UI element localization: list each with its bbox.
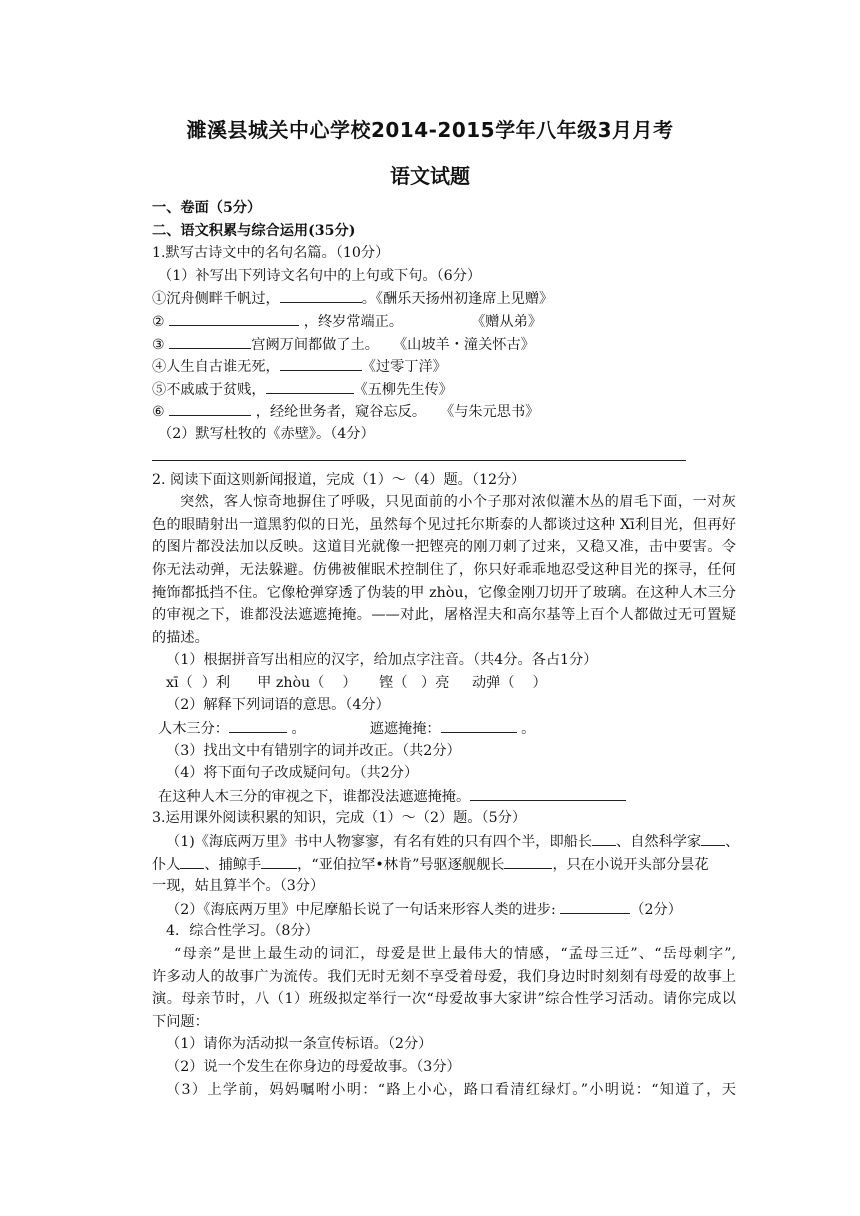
question-heading: 4．综合性学习。（8分） [166, 923, 319, 940]
passage-line: 一现，姑且算半个。（3分） [152, 878, 325, 895]
fill-line: 仆人 、捕鲸手 ，“亚伯拉罕•林肯”号驱逐舰舰长 ，只在小说开头部分昙花 [152, 853, 736, 876]
answer-blank[interactable] [470, 785, 626, 801]
answer-blank[interactable] [560, 898, 630, 914]
sub-question: （2）默写杜牧的《赤壁》。（4分） [158, 425, 375, 442]
passage-line: 演。母亲节时，八（1）班级拟定举行一次“母爱故事大家讲”综合性学习活动。请你完成以 [152, 991, 736, 1008]
answer-blank[interactable] [229, 717, 287, 733]
answer-blank[interactable] [169, 400, 251, 416]
fill-line: ② ，终岁常端正。 《赠从弟》 [152, 310, 736, 333]
answer-blank[interactable] [280, 355, 362, 371]
sub-question: （2）说一个发生在你身边的母爱故事。（3分） [166, 1058, 461, 1075]
exam-title: 濉溪县城关中心学校2014-2015学年八年级3月月考 [186, 118, 674, 142]
sub-question: （3）上学前，妈妈嘱咐小明：“路上小心，路口看清红绿灯。”小明说：“知道了，天 [166, 1081, 736, 1098]
question-heading: 1.默写古诗文中的名句名篇。（10分） [152, 245, 390, 262]
passage-line: 掩饰都抵挡不住。它像枪弹穿透了伪装的甲 zhòu，它像金刚刀切开了玻璃。在这种人木三分 [152, 584, 736, 601]
answer-blank[interactable] [169, 310, 299, 326]
answer-line[interactable] [152, 446, 686, 461]
exam-subtitle: 语文试题 [390, 164, 470, 188]
sub-question: （1）请你为活动拟一条宣传标语。（2分） [166, 1036, 433, 1053]
section-heading: 一、卷面（5分） [152, 200, 262, 216]
fill-line: ①沉舟侧畔千帆过， 。《酬乐天扬州初逢席上见赠》 [152, 287, 736, 310]
sub-question: （4）将下面句子改成疑问句。（共2分） [166, 765, 419, 782]
answer-blank[interactable] [261, 853, 297, 869]
fill-line: （1)《海底两万里》书中人物寥寥，有名有姓的只有四个半，即船长 、自然科学家 、 [152, 830, 736, 853]
sub-question: （3）找出文中有错别字的词并改正。（共2分） [166, 742, 461, 759]
sub-question: （1）补写出下列诗文名句中的上句或下句。（6分） [158, 267, 482, 284]
fill-line: （2）《海底两万里》中尼摩船长说了一句话来形容人类的进步: （2分） [152, 898, 736, 921]
fill-line: 人木三分： 。 遮遮掩掩： 。 [152, 717, 736, 740]
section-heading: 二、语文积累与综合运用(35分) [152, 222, 356, 239]
fill-line: ④人生自古谁无死， 《过零丁洋》 [152, 355, 736, 378]
passage-line: 的描述。 [152, 629, 209, 646]
question-heading: 2. 阅读下面这则新闻报道，完成（1）～（4）题。（12分） [152, 471, 526, 488]
answer-blank[interactable] [180, 853, 204, 869]
passage-line: 突然，客人惊奇地摒住了呼吸，只见面前的小个子那对浓似灌木丛的眉毛下面，一对灰 [180, 494, 736, 511]
passage-line: 的审视之下，谁都没法遮遮掩掩。——对此，屠格涅夫和高尔基等上百个人都做过无可置疑 [152, 607, 736, 624]
answer-blank[interactable] [504, 853, 552, 869]
passage-line: 许多动人的故事广为流传。我们无时无刻不享受着母爱，我们身边时时刻刻有母爱的故事上 [152, 968, 736, 985]
answer-blank[interactable] [169, 333, 251, 349]
answer-blank[interactable] [701, 830, 725, 846]
exam-body [152, 197, 740, 1101]
answer-blank[interactable] [592, 830, 616, 846]
fill-line: ③ 宫阙万间都做了土。 《山坡羊・潼关怀古》 [152, 333, 736, 356]
sub-question: （2）解释下列词语的意思。（4分） [166, 697, 390, 714]
passage-line: 的图片都没法加以反映。这道目光就像一把铿亮的刚刀刺了过来，又稳又准，击中要害。令 [152, 539, 736, 556]
fill-line: ⑤不戚戚于贫贱， 《五柳先生传》 [152, 378, 736, 401]
passage-line: 下问题： [152, 1013, 209, 1030]
passage-line: 你无法动弹，无法躲避。仿佛被催眠术控制住了，你只好乖乖地忍受这种目光的探寻，任何 [152, 561, 736, 578]
fill-line: ⑥ ，经纶世务者，窥谷忘反。 《与朱元思书》 [152, 400, 736, 423]
answer-blank[interactable] [441, 717, 517, 733]
pinyin-line: xī（ ）利 甲 zhòu（ ） 铿（ ）亮 动弹（ ） [166, 674, 547, 691]
answer-blank[interactable] [266, 378, 354, 394]
sub-question: （1）根据拼音写出相应的汉字，给加点字注音。（共4分。各占1分） [166, 652, 598, 669]
question-heading: 3.运用课外阅读积累的知识，完成（1）～（2）题。（5分） [152, 810, 527, 827]
passage-line: “母亲”是世上最生动的词汇，母爱是世上最伟大的情感，“孟母三迁”、“岳母刺字”, [174, 946, 736, 962]
answer-blank[interactable] [280, 287, 362, 303]
fill-line: 在这种人木三分的审视之下，谁都没法遮遮掩掩。 [152, 785, 736, 808]
passage-line: 色的眼睛射出一道黑豹似的日光，虽然每个见过托尔斯泰的人都谈过这种 Xī利目光，但再好 [152, 516, 736, 533]
